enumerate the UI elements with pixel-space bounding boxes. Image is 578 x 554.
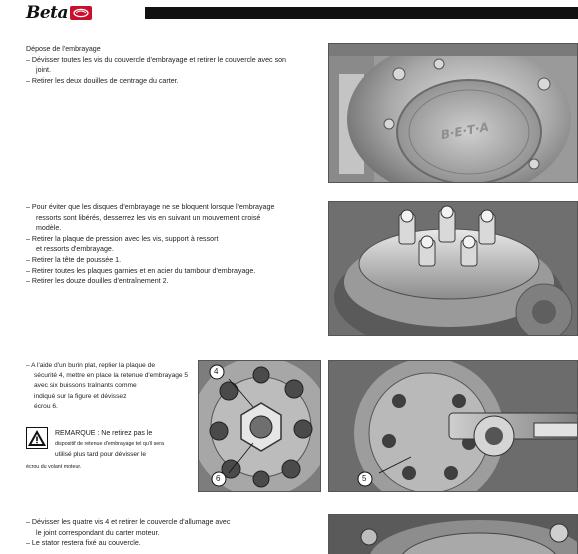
instruction-line: ressorts sont libérés, desserrez les vis en suivant un mouvement croisé: [36, 213, 261, 222]
section-clutch-plates: [26, 202, 326, 287]
remark-line: dispositif de retenue d'embrayage tel qu'il sera: [55, 441, 164, 447]
section-title: Dépose de l'embrayage: [26, 45, 101, 53]
clutch-holder-tool-photo: [328, 360, 578, 492]
clutch-cover-photo: [328, 43, 578, 183]
instruction-line: – Retirer toutes les plaques garnies et en acier du tambour d'embrayage.: [26, 266, 256, 275]
instruction-line: avec six buissons traînants comme: [34, 382, 137, 390]
instruction-line: – Retirer la tête de poussée 1.: [26, 255, 122, 264]
remark-line: utilisé plus tard pour dévisser le: [55, 451, 147, 458]
instruction-line: – Pour éviter que les disques d'embrayage ne se bloquent lorsque l'embrayage: [26, 203, 275, 211]
remark-title: REMARQUE : Ne retirez pas le: [55, 430, 153, 437]
instruction-line: écrou 6.: [34, 402, 58, 410]
instruction-line: et ressorts d'embrayage.: [36, 245, 114, 254]
instruction-line: indiqué sur la figure et dévissez: [34, 392, 127, 400]
beta-logo: [26, 5, 92, 21]
warning-icon: [26, 427, 48, 449]
remark-line: écrou du volant moteur.: [26, 464, 82, 470]
instruction-line: – Dévisser les quatre vis 4 et retirer le couvercle d'allumage avec: [26, 518, 231, 526]
instruction-line: le joint correspondant du carter moteur.: [36, 528, 160, 537]
instruction-line: – Retirer les deux douilles de centrage du carter.: [26, 76, 179, 85]
instruction-line: joint.: [36, 66, 51, 75]
section-clutch-holder: [26, 361, 201, 412]
instruction-line: sécurité 4, mettre en place la retenue d'embrayage 5: [34, 372, 189, 380]
page-header: [0, 0, 578, 30]
instruction-line: – Retirer la plaque de pression avec les vis, support à ressort: [26, 234, 219, 243]
clutch-hub-photo: [198, 360, 321, 492]
instruction-line: – Retirer les douze douilles d'entraînement 2.: [26, 277, 169, 286]
ignition-cover-photo: [328, 514, 578, 554]
instruction-line: – A l'aide d'un burin plat, replier la plaque de: [26, 362, 155, 369]
instruction-line: modèle.: [36, 224, 62, 233]
instruction-line: – Dévisser toutes les vis du couvercle d'embrayage et retirer le couvercle avec son: [26, 55, 287, 64]
svg-text:B·E·T·A: B·E·T·A: [439, 119, 490, 143]
section-clutch-removal: [26, 44, 326, 86]
callout-6-label: 6: [216, 474, 221, 483]
brand-badge-icon: [70, 6, 92, 20]
callout-5-label: 5: [362, 474, 367, 483]
instruction-line: – Le stator restera fixé au couvercle.: [26, 539, 141, 548]
callout-4-label: 4: [214, 367, 219, 376]
header-bar: [145, 7, 578, 19]
clutch-springs-photo: [328, 201, 578, 336]
section-ignition-cover: [26, 517, 326, 549]
brand-name: Beta: [26, 3, 69, 23]
